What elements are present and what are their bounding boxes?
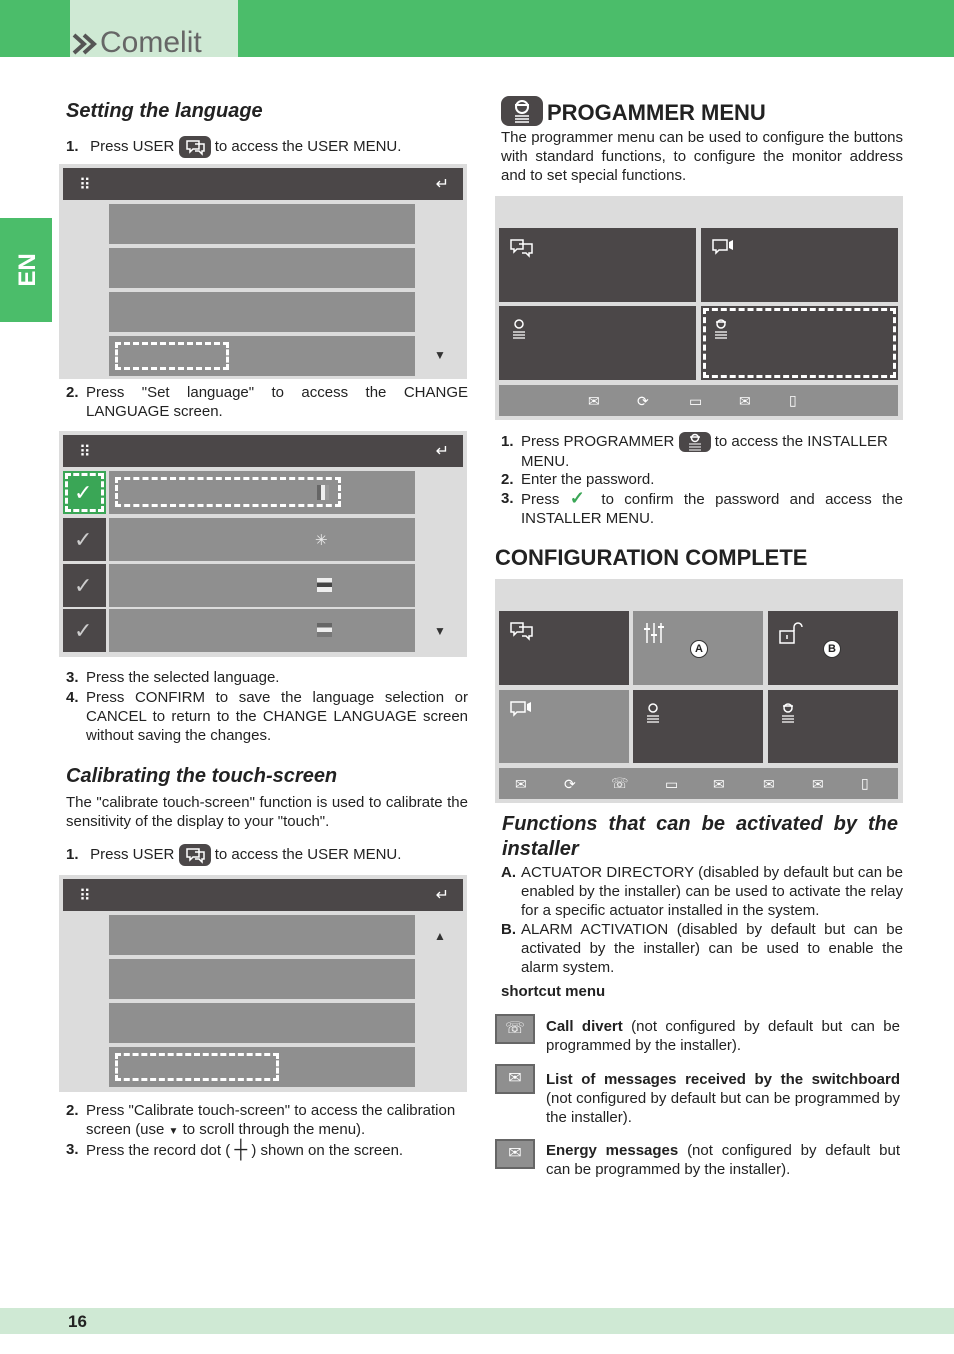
item-text: ALARM ACTIVATION (disabled by default but can be activated by the installer) can be used to enable the alarm system. <box>521 921 903 976</box>
brand-name: Comelit <box>100 26 202 59</box>
tile-programmer[interactable] <box>499 306 696 380</box>
grid-icon[interactable]: ⠿ <box>79 444 91 461</box>
grid-icon[interactable]: ⠿ <box>79 177 91 194</box>
envelope-icon[interactable]: ✉ <box>739 393 751 409</box>
flag-icon <box>317 578 332 592</box>
cal-step-2 <box>66 1101 468 1141</box>
page-number: 16 <box>68 1312 87 1331</box>
language-option[interactable] <box>109 609 415 652</box>
step-number: 2. <box>66 384 79 401</box>
calibration-title: Calibrating the touch-screen <box>66 765 338 787</box>
menu-item[interactable] <box>109 292 415 332</box>
lang-step-3 <box>66 668 468 688</box>
step-text <box>86 1140 468 1160</box>
door-icon[interactable]: ▯ <box>861 775 869 791</box>
monitor-icon[interactable]: ▭ <box>665 776 679 792</box>
tile-user[interactable] <box>499 611 629 685</box>
step-text-a: Press "Calibrate touch-screen" to access the calibration screen (use <box>86 1102 456 1138</box>
step-number: 2. <box>501 471 514 488</box>
step-text: to access the USER MENU. <box>214 845 402 863</box>
check-icon: ✓ <box>74 573 93 598</box>
cal-step-1 <box>66 844 466 866</box>
step-text-b: to access the INSTALLER MENU. <box>521 433 888 471</box>
shortcut-bar <box>499 385 898 416</box>
shortcut-bar <box>499 768 898 799</box>
step-text-a: Press PROGRAMMER <box>521 433 675 450</box>
step-text: Press CONFIRM to save the language selection or CANCEL to return to the CHANGE LANGUAGE screen without saving the changes. <box>86 689 468 744</box>
menu-item[interactable] <box>109 915 415 955</box>
check-icon: ✓ <box>569 488 592 508</box>
step-text: Enter the password. <box>521 471 655 488</box>
step-text-b: to confirm the password and access the INSTALLER MENU. <box>521 491 903 527</box>
comelit-logo <box>72 33 98 55</box>
highlight-box <box>703 308 896 378</box>
flag-icon <box>317 485 329 500</box>
step-text: Press the selected language. <box>86 669 280 686</box>
menu-header <box>63 879 463 911</box>
door-icon[interactable]: ▯ <box>789 392 797 408</box>
step-text: Press USER <box>90 845 175 863</box>
function-a <box>501 863 903 921</box>
step-text <box>521 489 903 528</box>
language-option[interactable] <box>109 471 415 514</box>
grid-icon[interactable]: ⠿ <box>79 888 91 905</box>
step-text: to access the USER MENU. <box>214 137 402 155</box>
programmer-icon <box>501 96 543 126</box>
step-text-a: Press the record dot ( <box>86 1142 231 1159</box>
step-text <box>86 1101 468 1141</box>
back-icon[interactable]: ↵ <box>435 887 449 904</box>
step-text-a: Press <box>521 491 560 508</box>
lang-title: Setting the language <box>66 100 263 122</box>
shortcut-desc: (not configured by default but can be programmed by the installer). <box>546 1018 900 1054</box>
check-icon: ✓ <box>74 618 93 643</box>
lang-step-1 <box>66 136 466 158</box>
shortcut-energy-messages <box>546 1141 900 1179</box>
programmer-intro: The programmer menu can be used to configure the buttons with standard functions, to configure the monitor address and to set special functions. <box>501 129 903 184</box>
back-icon[interactable]: ↵ <box>435 176 449 193</box>
shortcut-menu-title: shortcut menu <box>501 983 606 1000</box>
prog-step-1 <box>501 432 903 472</box>
tile-alarm-activation[interactable] <box>768 611 898 685</box>
item-letter: A. <box>501 864 516 881</box>
scroll-down-icon[interactable]: ▼ <box>434 348 446 362</box>
step-number: 3. <box>66 669 79 686</box>
flag-icon <box>317 623 332 637</box>
step-number: 1. <box>66 845 79 863</box>
tile-installer[interactable] <box>701 306 898 380</box>
call-divert-icon: ☏ <box>495 1014 535 1044</box>
scroll-down-icon[interactable]: ▼ <box>434 624 446 638</box>
step-number: 2. <box>66 1102 79 1119</box>
crosshair-icon: ┼ <box>234 1139 248 1159</box>
check-button-selected[interactable] <box>63 471 106 514</box>
lang-step-4 <box>66 688 468 748</box>
menu-header <box>63 168 463 200</box>
programmer-menu-title: PROGAMMER MENU <box>547 100 766 125</box>
programmer-icon <box>679 432 711 452</box>
lang-step-2 <box>66 383 468 423</box>
item-text: ACTUATOR DIRECTORY (disabled by default but can be enabled by the installer) can be used to activate the relay for a specific actuator installed in the system. <box>521 864 903 919</box>
switchboard-messages-icon: ✉ <box>495 1064 535 1094</box>
step-text <box>521 432 903 471</box>
language-option[interactable] <box>109 564 415 607</box>
message-icon[interactable]: ✉ <box>515 776 527 792</box>
menu-item-set-language[interactable] <box>109 336 415 376</box>
check-button[interactable] <box>63 609 106 652</box>
tile-video[interactable] <box>701 228 898 302</box>
check-button[interactable] <box>63 564 106 607</box>
menu-item[interactable] <box>109 959 415 999</box>
shortcut-name: Energy messages <box>546 1142 679 1159</box>
switchboard-messages-icon[interactable]: ✉ <box>713 776 725 792</box>
menu-header <box>63 435 463 467</box>
shortcut-name: Call divert <box>546 1018 623 1035</box>
step-text-b: ) shown on the screen. <box>251 1142 404 1159</box>
step-text: Press USER <box>90 137 175 155</box>
tile-user[interactable] <box>499 228 696 302</box>
prog-step-2 <box>501 470 903 490</box>
shortcut-name: List of messages received by the switchboard <box>546 1071 900 1088</box>
badge-b: B <box>823 640 841 658</box>
function-b <box>501 920 903 978</box>
scroll-down-icon: ▼ <box>168 1126 179 1137</box>
tile-actuator-directory[interactable] <box>633 611 763 685</box>
transfer-icon[interactable]: ⟳ <box>564 776 576 792</box>
highlight-box <box>115 1053 279 1081</box>
language-tab-label: EN <box>14 253 41 287</box>
prog-step-3 <box>501 489 903 529</box>
highlight-box <box>115 342 229 370</box>
language-tab <box>0 218 52 322</box>
user-icon <box>179 844 211 866</box>
tile-video[interactable] <box>499 690 629 763</box>
shortcut-switchboard-messages <box>546 1070 900 1127</box>
step-number: 3. <box>66 1141 79 1158</box>
call-divert-icon[interactable]: ☏ <box>611 775 629 791</box>
energy-messages-icon: ✉ <box>495 1139 535 1169</box>
functions-title: Functions that can be activated by the installer <box>502 813 898 860</box>
step-number: 4. <box>66 689 79 706</box>
step-number: 1. <box>66 137 79 155</box>
shortcut-desc: (not configured by default but can be programmed by the installer). <box>546 1090 900 1126</box>
check-icon: ✓ <box>74 527 93 552</box>
scroll-up-icon[interactable]: ▲ <box>434 929 446 943</box>
tile-programmer[interactable] <box>633 690 763 763</box>
shortcut-desc: (not configured by default but can be programmed by the installer). <box>546 1142 900 1178</box>
back-icon[interactable]: ↵ <box>435 443 449 460</box>
envelope-icon[interactable]: ✉ <box>763 776 775 792</box>
tile-installer[interactable] <box>768 690 898 763</box>
check-icon: ✓ <box>74 480 93 505</box>
menu-item[interactable] <box>109 204 415 244</box>
configuration-title: CONFIGURATION COMPLETE <box>495 545 808 570</box>
check-button[interactable] <box>63 518 106 561</box>
monitor-icon[interactable]: ▭ <box>689 393 703 409</box>
item-letter: B. <box>501 921 516 938</box>
menu-item[interactable] <box>109 248 415 288</box>
step-number: 1. <box>501 433 514 450</box>
step-text-b: to scroll through the menu). <box>182 1121 366 1138</box>
highlight-box <box>115 477 341 507</box>
energy-messages-icon[interactable]: ✉ <box>812 776 824 792</box>
step-text: Press "Set language" to access the CHANGE LANGUAGE screen. <box>86 384 468 420</box>
language-option[interactable] <box>109 518 415 561</box>
menu-item-calibrate[interactable] <box>109 1047 415 1087</box>
user-icon <box>179 136 211 158</box>
badge-a: A <box>690 640 708 658</box>
message-icon[interactable]: ✉ <box>588 393 600 409</box>
flag-icon: ✳ <box>315 532 328 549</box>
cal-step-3 <box>66 1140 468 1160</box>
transfer-icon[interactable]: ⟳ <box>637 393 649 409</box>
menu-item[interactable] <box>109 1003 415 1043</box>
calibration-intro: The "calibrate touch-screen" function is used to calibrate the sensitivity of the display to your "touch". <box>66 794 468 830</box>
shortcut-call-divert <box>546 1017 900 1055</box>
step-number: 3. <box>501 490 514 507</box>
footer-bar <box>0 1308 954 1334</box>
